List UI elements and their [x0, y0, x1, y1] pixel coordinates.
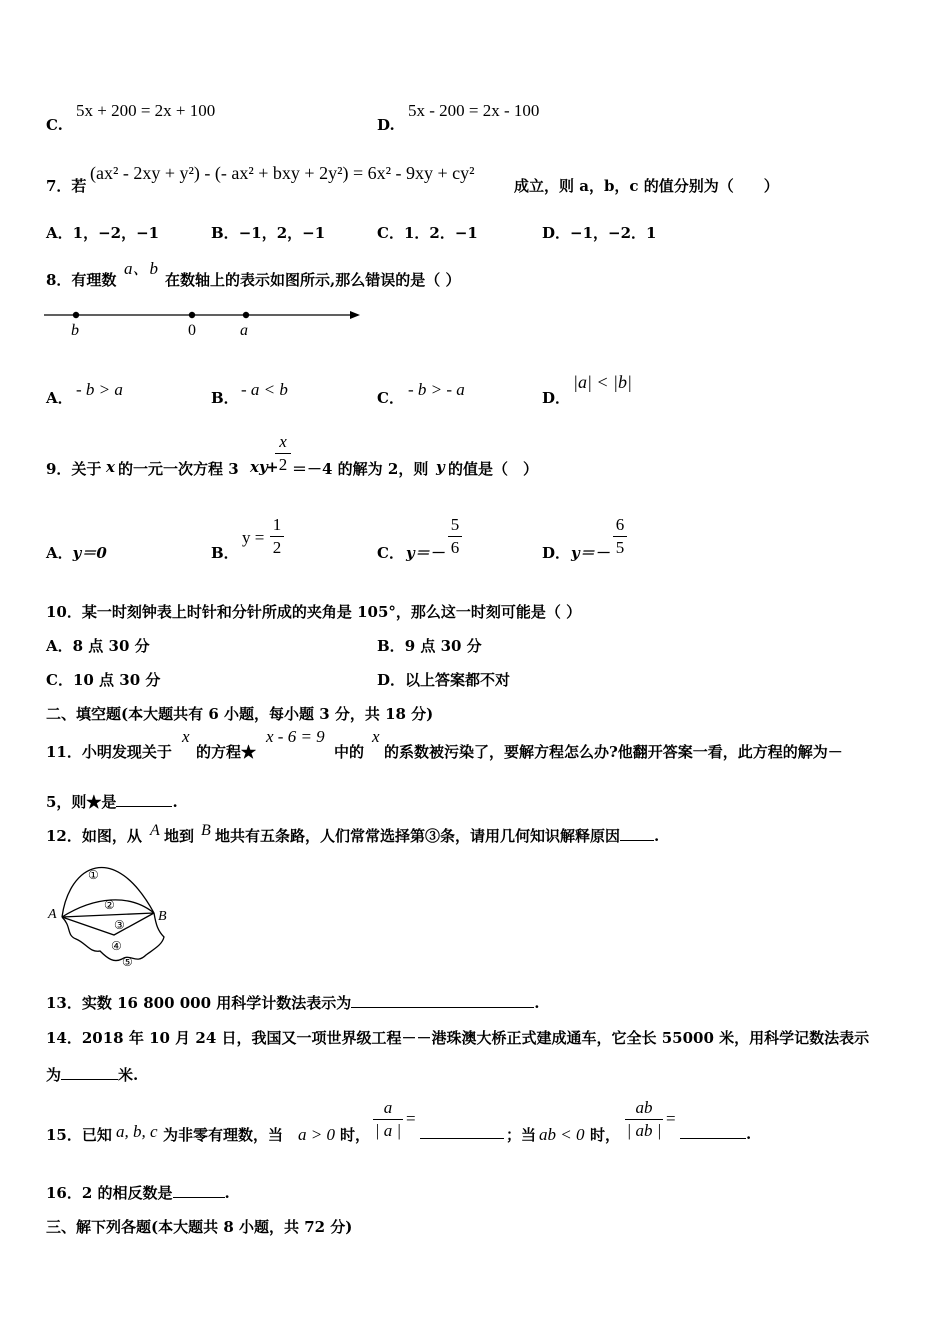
q15-fraction-1: a | a |: [374, 1098, 402, 1140]
q14-line2: 为 米.: [46, 1066, 139, 1084]
number-line-point-0: [189, 312, 195, 318]
q9-option-c-lhs: y＝－: [406, 544, 445, 562]
q10-option-d: D．以上答案都不对: [377, 671, 511, 689]
q7-prefix: 7．若: [46, 177, 87, 195]
q9-option-b-lhs: y =: [242, 528, 265, 547]
q12-route-figure: [44, 855, 176, 977]
q11-var-x2: x: [372, 727, 380, 746]
q12-point-a: A: [150, 822, 160, 839]
q8-option-d-expr: |a| < |b|: [573, 372, 632, 392]
q15-condition-1: a > 0: [298, 1125, 335, 1144]
q15-part2: 为非零有理数，当: [163, 1126, 284, 1144]
q9-plus: +: [266, 458, 279, 476]
q11-var-x1: x: [182, 727, 190, 746]
q15-fraction-2: ab | ab |: [626, 1098, 662, 1140]
q15-part3: 时，: [340, 1126, 371, 1144]
section-3-heading: 三、解下列各题(本大题共 8 小题，共 72 分): [46, 1218, 353, 1236]
q11-part4: 的系数被污染了，要解方程怎么办?他翻开答案一看，此方程的解为－: [384, 743, 843, 761]
q7-option-a: A．1，−2，−1: [46, 224, 160, 242]
q7-option-d: D．−1，−2．1: [542, 224, 657, 242]
route-5: [62, 913, 164, 961]
q9-option-b-label: B．: [211, 544, 239, 562]
q10-stem: 10．某一时刻钟表上时针和分针所成的夹角是 105°，那么这一时刻可能是（ ）: [46, 603, 582, 621]
q9-var-x: x: [106, 458, 115, 476]
section-2-heading: 二、填空题(本大题共有 6 小题，每小题 3 分，共 18 分): [46, 705, 434, 723]
q14-line1: 14．2018 年 10 月 24 日，我国又一项世界级工程－－港珠澳大桥正式建成通车，它全长 55000 米，用科学记数法表示: [46, 1029, 870, 1047]
q9-prefix: 9．关于: [46, 460, 102, 478]
q15-part4: ；当: [506, 1126, 537, 1144]
q10-option-c: C．10 点 30 分: [46, 671, 161, 689]
q9-fraction: x 2: [275, 432, 291, 475]
q12-fig-label-4: ④: [111, 939, 122, 953]
q15-part1: 15．已知: [46, 1126, 112, 1144]
q9-var-y: y: [436, 458, 445, 476]
q9-option-a: A．y＝0: [46, 544, 107, 562]
q7-option-b: B．−1，2，−1: [211, 224, 326, 242]
q15-equals-1: =: [406, 1109, 416, 1128]
number-line: [40, 303, 370, 343]
q8-option-a-expr: - b > a: [76, 380, 123, 399]
q9-suffix: 的值是（ ）: [448, 460, 539, 478]
number-line-label-b: b: [71, 322, 79, 339]
q12-part2: 地到: [164, 827, 195, 845]
q6-option-c-label: C.: [46, 116, 63, 134]
q15-condition-2: ab < 0: [539, 1125, 585, 1144]
q9-option-c-label: C．: [377, 544, 404, 562]
q12-fig-label-1: ①: [88, 868, 99, 882]
q11-part3: 中的: [334, 743, 365, 761]
q6-option-c-expr: 5x + 200 = 2x + 100: [76, 101, 216, 120]
q15-blank-2: .: [680, 1124, 751, 1143]
q12-part3: 地共有五条路，人们常常选择第③条，请用几何知识解释原因 .: [215, 827, 660, 845]
q12-fig-label-b: B: [158, 909, 167, 924]
q7-suffix: 成立，则 a，b，c 的值分别为（ ）: [514, 177, 779, 195]
q8-option-c-label: C．: [377, 389, 404, 407]
q8-vars: a、b: [124, 259, 158, 278]
q12-fig-label-2: ②: [104, 898, 115, 912]
route-3: [62, 913, 154, 917]
q11-part1: 11．小明发现关于: [46, 743, 172, 761]
number-line-label-a: a: [240, 322, 248, 339]
q15-equals-2: =: [666, 1109, 676, 1128]
q8-option-b-label: B．: [211, 389, 239, 407]
q11-equation: x - 6 = 9: [266, 727, 325, 746]
q12-fig-label-3: ③: [114, 918, 125, 932]
q9-option-d-lhs: y＝－: [571, 544, 610, 562]
q11-part2: 的方程★: [196, 743, 257, 761]
q9-option-c-fraction: 5 6: [448, 515, 462, 558]
q8-option-d-label: D．: [542, 389, 571, 407]
q8-option-c-expr: - b > - a: [408, 380, 465, 399]
q8-option-b-expr: - a < b: [241, 380, 288, 399]
q12-point-b: B: [201, 822, 211, 839]
q12-fig-label-5: ⑤: [122, 955, 133, 969]
q6-option-d-label: D.: [377, 116, 395, 134]
number-line-label-0: 0: [188, 322, 196, 339]
number-line-point-a: [243, 312, 249, 318]
q10-option-b: B．9 点 30 分: [377, 637, 482, 655]
q8-option-a-label: A．: [46, 389, 73, 407]
q9-equals: ＝－4 的解为 2，则: [292, 460, 429, 478]
q15-blank-1: [420, 1124, 504, 1143]
q15-vars: a, b, c: [116, 1122, 158, 1141]
q9-option-d-label: D．: [542, 544, 571, 562]
q9-option-d-fraction: 6 5: [613, 515, 627, 558]
q7-equation: (ax² - 2xy + y²) - (- ax² + bxy + 2y²) = 6x² - 9xy + cy²: [90, 163, 475, 183]
q9-var-xy: xy: [250, 458, 268, 476]
q9-option-b-fraction: 1 2: [270, 515, 284, 558]
q6-option-d-expr: 5x - 200 = 2x - 100: [408, 101, 540, 120]
q10-option-a: A．8 点 30 分: [46, 637, 150, 655]
q13: 13．实数 16 800 000 用科学计数法表示为 .: [46, 994, 540, 1012]
q8-suffix: 在数轴上的表示如图所示,那么错误的是（ ）: [165, 271, 461, 289]
q7-option-c: C．1．2．−1: [377, 224, 478, 242]
q11-line2: 5，则★是 .: [46, 793, 178, 811]
q8-prefix: 8．有理数: [46, 271, 117, 289]
q9-mid: 的一元一次方程 3: [118, 460, 239, 478]
q16: 16．2 的相反数是 .: [46, 1184, 230, 1202]
q12-fig-label-a: A: [48, 907, 57, 922]
q15-part5: 时，: [590, 1126, 621, 1144]
q12-part1: 12．如图，从: [46, 827, 142, 845]
number-line-point-b: [73, 312, 79, 318]
